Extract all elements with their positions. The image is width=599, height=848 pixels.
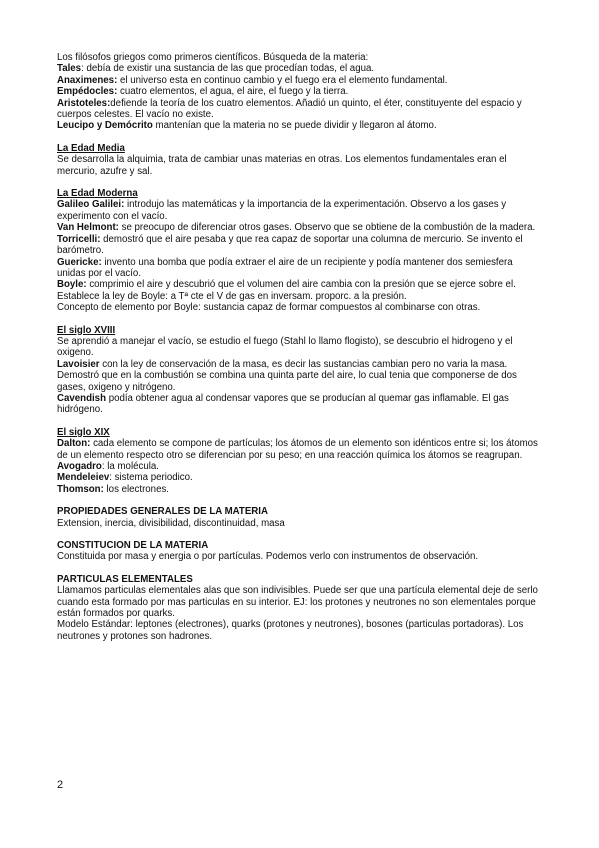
entry-galileo <box>57 199 542 222</box>
entry-name: Dalton: <box>57 438 91 450</box>
propiedades-section <box>57 506 542 529</box>
section-text: Modelo Estándar: leptones (electrones), quarks (protones y neutrones), bosones (particulas portadoras). Los neutrones y protones son hadrones. <box>57 619 524 642</box>
entry-name: Lavoisier <box>57 358 100 370</box>
section-heading: El siglo XVIII <box>57 324 116 336</box>
section-text: Extension, inercia, divisibilidad, discontinuidad, masa <box>57 517 285 529</box>
entry-name: Guericke: <box>57 256 102 268</box>
entry-anaximenes <box>57 75 542 86</box>
entry-torricelli <box>57 234 542 257</box>
entry-name: Boyle: <box>57 279 87 291</box>
section-lead: Se aprendió a manejar el vacío, se estudio el fuego (Stahl lo llamo flogisto), se descubrio el hidrogeno y el oxigeno. <box>57 335 513 359</box>
entry-name: Anaximenes: <box>57 74 118 86</box>
section-closing: Concepto de elemento por Boyle: sustancia capaz de formar compuestos al combinarse con otras. <box>57 302 481 314</box>
entry-boyle <box>57 279 542 302</box>
section-heading: El siglo XIX <box>57 426 110 438</box>
entry-text: sistema periodico. <box>114 472 193 484</box>
page-number: 2 <box>57 779 64 791</box>
particulas-section <box>57 574 542 642</box>
entry-name: Tales <box>57 63 82 75</box>
entry-text: los electrones. <box>106 483 169 495</box>
entry-text: debía de existir una sustancia de las que procedían todas, el agua. <box>86 63 375 75</box>
entry-name: Galileo Galilei: <box>57 199 125 211</box>
entry-mendeleiev: Mendeleiev: sistema periodico. <box>57 472 193 484</box>
entry-text: con la ley de conservación de la masa, es decir las sustancias cambian pero no varia la masa. Demostró que en la combustión se combina una quinta parte del aire, lo cual tenia que componerse de dos gases, oxigeno y nitrógeno. <box>57 358 517 393</box>
entry-text: cada elemento se compone de partículas; los átomos de un elemento son idénticos entre si; los átomos de un elemento respecto otro se diferencian por su peso; en una reacción química los átomos se reagrupan. <box>57 438 538 461</box>
entry-name: Aristoteles: <box>57 97 111 109</box>
constitucion-section <box>57 540 542 563</box>
siglo-xix-section <box>57 427 542 495</box>
entry-name: Avogadro <box>57 461 102 472</box>
entry-lavoisier <box>57 359 542 393</box>
section-text: Llamamos particulas elementales alas que son indivisibles. Puede ser que una partícula elemental deje de serlo cuando esta formado por mas particulas en su interior. EJ: los protones y neutrones no son elementales porque están formados por quarks. <box>57 585 538 620</box>
entry-text: comprimio el aire y descubrió que el volumen del aire cambia con la presión que se ejerce sobre el. Establece la ley de Boyle: a Tª cte el V de gas en inversam. proporc. a la presión. <box>57 279 516 302</box>
entry-text: defiende la teoría de los cuatro elementos. Añadió un quinto, el éter, constituyente del espacio y cuerpos celestes. El vacío no existe. <box>57 97 522 121</box>
entry-text: demostró que el aire pesaba y que rea capaz de soportar una columna de mercurio. Se invento el barómetro. <box>57 233 523 257</box>
siglo-xviii-section <box>57 325 542 416</box>
edad-moderna-section <box>57 188 542 313</box>
intro-lead: Los filósofos griegos como primeros científicos. Búsqueda de la materia: <box>57 52 369 63</box>
section-heading: La Edad Media <box>57 142 125 154</box>
entry-text: invento una bomba que podía extraer el aire de un recipiente y podía mantener dos semiesfera unidas por el vacío. <box>57 256 513 279</box>
entry-thomson <box>57 484 542 495</box>
entry-cavendish <box>57 393 542 416</box>
entry-text: mantenían que la materia no se puede dividir y llegaron al átomo. <box>155 120 437 132</box>
entry-van-helmont <box>57 222 542 233</box>
entry-empedocles <box>57 86 542 97</box>
entry-name: Cavendish <box>57 392 106 404</box>
entry-text: el universo esta en continuo cambio y el fuego era el elemento fundamental. <box>120 74 448 86</box>
entry-avogadro: Avogadro: la molécula. <box>57 461 159 472</box>
intro-section <box>57 52 542 132</box>
entry-name: Torricelli: <box>57 233 101 245</box>
section-heading: CONSTITUCION DE LA MATERIA <box>57 540 209 552</box>
entry-text: la molécula. <box>107 461 159 472</box>
entry-guericke <box>57 257 542 280</box>
entry-dalton <box>57 438 542 461</box>
entry-name: Leucipo y Demócrito <box>57 120 153 132</box>
entry-name: Mendeleiev <box>57 472 110 484</box>
section-text: Constituida por masa y energia o por partículas. Podemos verlo con instrumentos de observación. <box>57 551 479 563</box>
entry-tales: Tales: debía de existir una sustancia de las que procedían todas, el agua. <box>57 63 375 75</box>
section-heading: La Edad Moderna <box>57 188 138 200</box>
entry-name: Empédocles: <box>57 86 118 98</box>
entry-text: se preocupo de diferenciar otros gases. Observo que se obtiene de la combustión de la madera. <box>121 222 536 234</box>
entry-name: Van Helmont: <box>57 222 119 234</box>
entry-text: introdujo las matemáticas y la importancia de la experimentación. Observo a los gases y experimento con el vacío. <box>57 199 507 222</box>
entry-name: Thomson: <box>57 483 104 495</box>
entry-aristoteles <box>57 98 542 121</box>
entry-text: cuatro elementos, el agua, el aire, el fuego y la tierra. <box>120 86 349 98</box>
entry-text: podía obtener agua al condensar vapores que se producían al quemar gas inflamable. El gas hidrógeno. <box>57 392 509 416</box>
section-text: Se desarrolla la alquimia, trata de cambiar unas materias en otras. Los elementos fundamentales eran el mercurio, azufre y sal. <box>57 154 507 177</box>
section-heading: PARTICULAS ELEMENTALES <box>57 573 193 585</box>
section-heading: PROPIEDADES GENERALES DE LA MATERIA <box>57 506 268 518</box>
entry-leucipo <box>57 120 542 131</box>
edad-media-section <box>57 143 542 177</box>
